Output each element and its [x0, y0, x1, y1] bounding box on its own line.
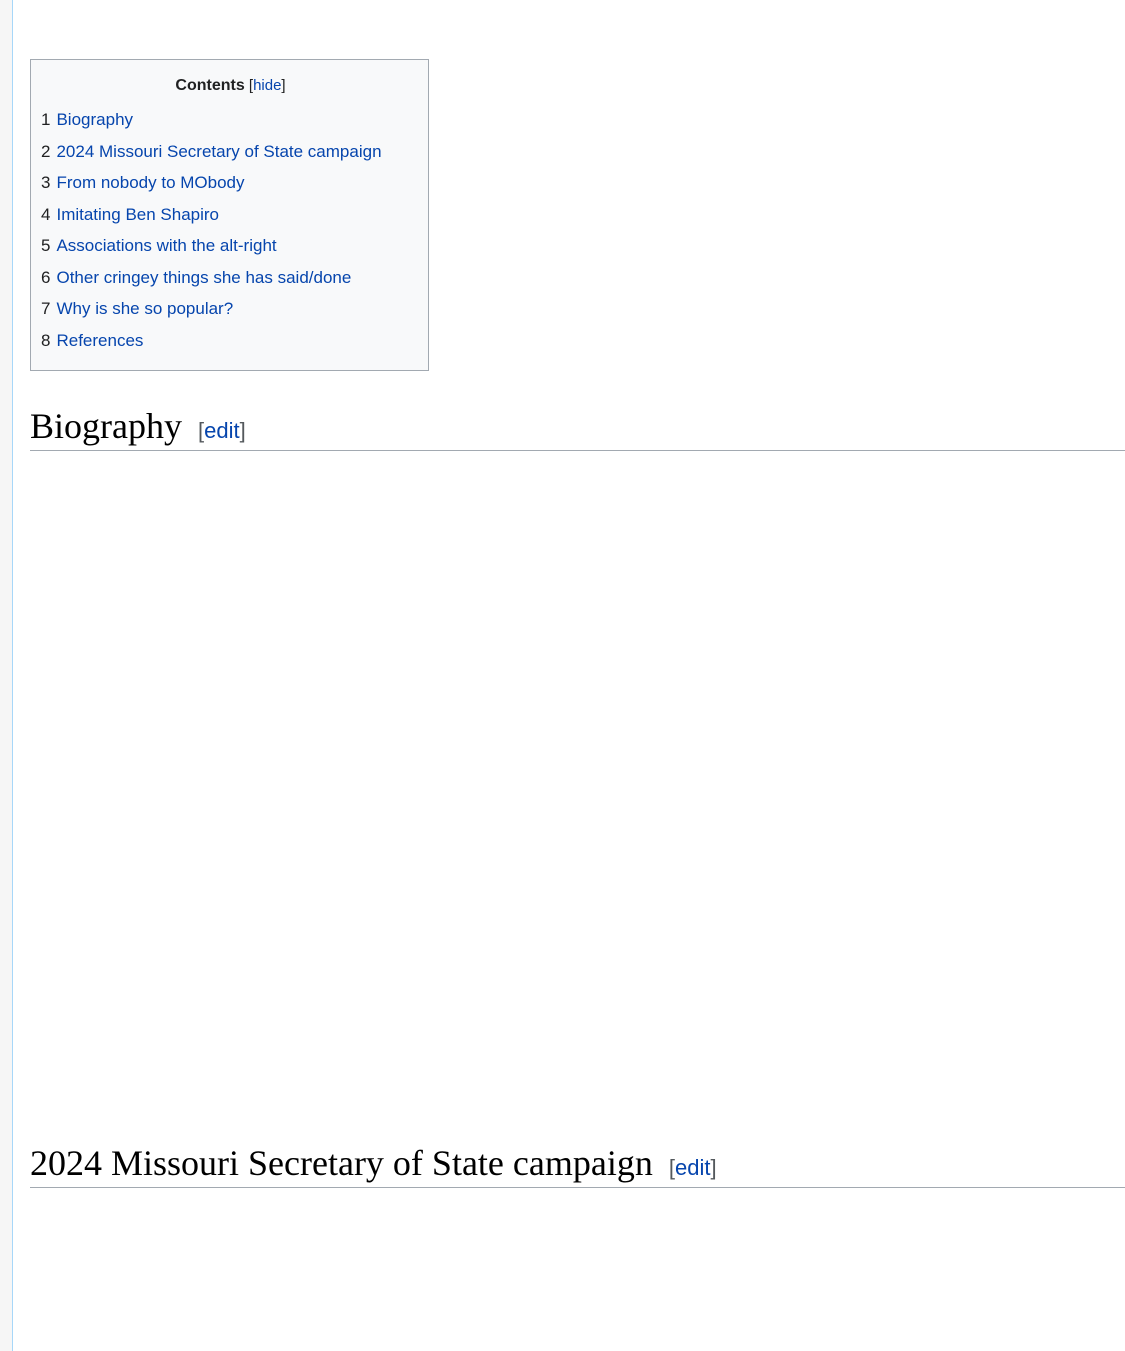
- toc-hide-open: [: [244, 77, 254, 94]
- toc-number: 2: [41, 142, 51, 161]
- heading-text: Biography: [30, 406, 182, 446]
- heading-divider: [30, 450, 1125, 451]
- edit-link-campaign[interactable]: edit: [674, 1155, 711, 1180]
- toc-item-8[interactable]: [41, 330, 143, 352]
- toc-number: 4: [41, 205, 51, 224]
- page-left-border: [0, 0, 13, 1351]
- toc-number: 5: [41, 236, 51, 255]
- toc-item-2[interactable]: [41, 141, 382, 163]
- edit-link-biography[interactable]: edit: [204, 418, 240, 443]
- toc-hide-close: ]: [281, 77, 286, 94]
- toc-title: [31, 76, 430, 96]
- toc-link-references[interactable]: References: [56, 331, 144, 350]
- toc-link-biography[interactable]: Biography: [56, 110, 134, 129]
- toc-link-popular[interactable]: Why is she so popular?: [56, 299, 234, 318]
- toc-number: 3: [41, 173, 51, 192]
- toc-item-4[interactable]: [41, 204, 219, 226]
- toc-number: 1: [41, 110, 51, 129]
- toc-link-cringey[interactable]: Other cringey things she has said/done: [56, 268, 352, 287]
- edit-close: ]: [710, 1155, 717, 1180]
- toc-item-5[interactable]: [41, 235, 277, 257]
- toc-item-6[interactable]: [41, 267, 351, 289]
- toc-number: 8: [41, 331, 51, 350]
- edit-open: [: [668, 1155, 675, 1180]
- toc-item-1[interactable]: [41, 109, 133, 131]
- heading-text: 2024 Missouri Secretary of State campaign: [30, 1143, 653, 1183]
- table-of-contents: [30, 59, 429, 371]
- heading-divider: [30, 1187, 1125, 1188]
- toc-item-7[interactable]: [41, 298, 233, 320]
- toc-link-shapiro[interactable]: Imitating Ben Shapiro: [56, 205, 220, 224]
- section-heading-biography: [30, 404, 246, 453]
- toc-item-3[interactable]: [41, 172, 245, 194]
- toc-title-text: Contents: [175, 77, 245, 94]
- toc-hide-link[interactable]: hide: [253, 77, 282, 94]
- toc-link-mobody[interactable]: From nobody to MObody: [56, 173, 245, 192]
- section-heading-campaign: [30, 1141, 717, 1190]
- edit-close: ]: [239, 418, 246, 443]
- toc-number: 7: [41, 299, 51, 318]
- toc-number: 6: [41, 268, 51, 287]
- toc-link-campaign[interactable]: 2024 Missouri Secretary of State campaign: [56, 142, 382, 161]
- edit-open: [: [197, 418, 205, 443]
- toc-link-alt-right[interactable]: Associations with the alt-right: [56, 236, 277, 255]
